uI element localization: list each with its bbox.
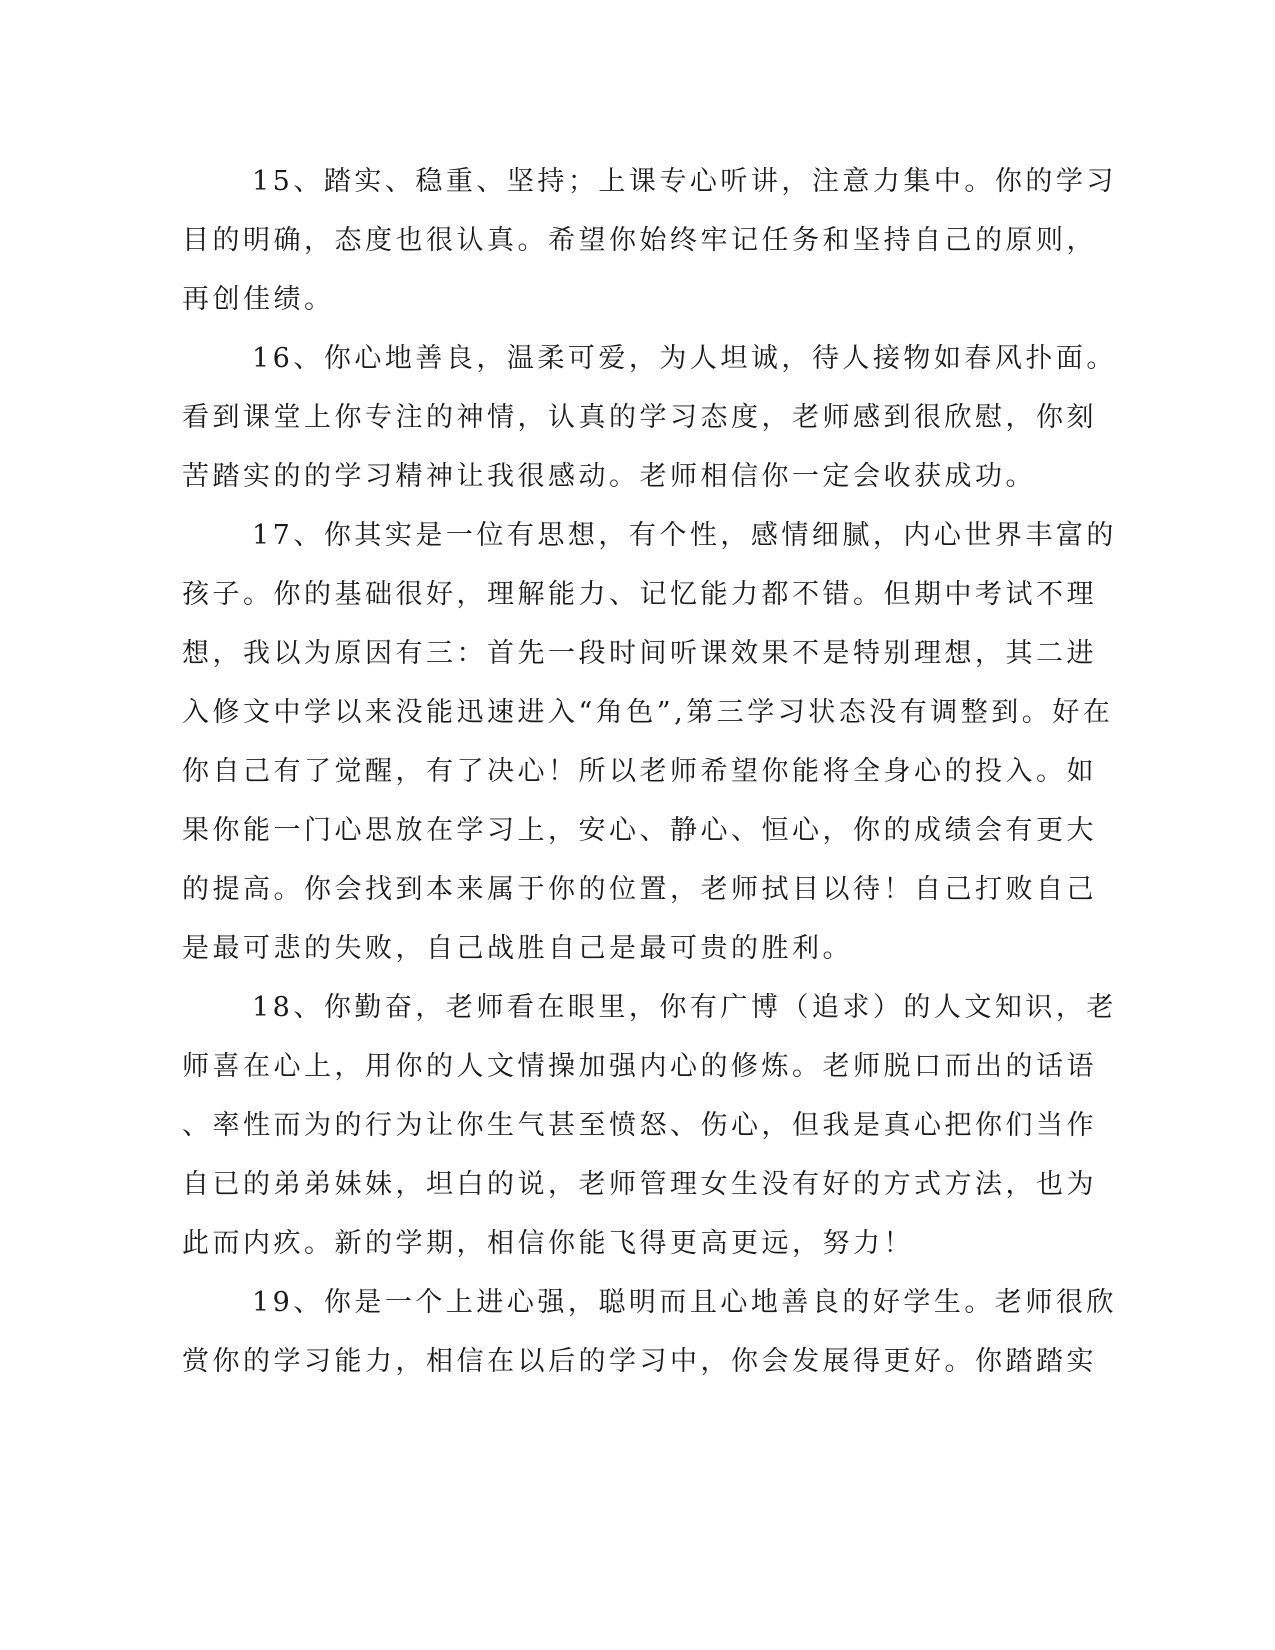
paragraph-line: 15、踏实、稳重、坚持；上课专心听讲，注意力集中。你的学习: [252, 166, 1117, 197]
paragraph-line: 苦踏实的的学习精神让我很感动。老师相信你一定会收获成功。: [182, 461, 1036, 492]
paragraph-line: 师喜在心上，用你的人文情操加强内心的修炼。老师脱口而出的话语: [182, 1051, 1097, 1082]
paragraph-line: 的提高。你会找到本来属于你的位置，老师拭目以待！自己打败自己: [182, 874, 1097, 905]
paragraph-16: [182, 329, 1117, 506]
paragraph-15: [182, 152, 1117, 329]
paragraph-line: 17、你其实是一位有思想，有个性，感情细腻，内心世界丰富的: [252, 520, 1117, 551]
paragraph-line: 目的明确，态度也很认真。希望你始终牢记任务和坚持自己的原则，: [182, 225, 1097, 256]
paragraph-line: 孩子。你的基础很好，理解能力、记忆能力都不错。但期中考试不理: [182, 579, 1097, 610]
paragraph-line: 你自己有了觉醒，有了决心！所以老师希望你能将全身心的投入。如: [182, 756, 1097, 787]
paragraph-line: 此而内疚。新的学期，相信你能飞得更高更远，努力！: [182, 1228, 914, 1259]
paragraph-19: [182, 1273, 1117, 1391]
paragraph-17: [182, 506, 1117, 978]
paragraph-line: 16、你心地善良，温柔可爱，为人坦诚，待人接物如春风扑面。: [252, 343, 1117, 374]
paragraph-line: 再创佳绩。: [182, 284, 335, 315]
paragraph-line: 看到课堂上你专注的神情，认真的学习态度，老师感到很欣慰，你刻: [182, 402, 1097, 433]
paragraph-line: 、率性而为的行为让你生气甚至愤怒、伤心，但我是真心把你们当作: [182, 1110, 1097, 1141]
paragraph-line: 19、你是一个上进心强，聪明而且心地善良的好学生。老师很欣: [252, 1287, 1117, 1318]
paragraph-line: 果你能一门心思放在学习上，安心、静心、恒心，你的成绩会有更大: [182, 815, 1097, 846]
paragraph-line: 想，我以为原因有三：首先一段时间听课效果不是特别理想，其二进: [182, 638, 1097, 669]
paragraph-line: 18、你勤奋，老师看在眼里，你有广博（追求）的人文知识，老: [252, 992, 1117, 1023]
document-body: [182, 152, 1117, 1391]
paragraph-line: 入修文中学以来没能迅速进入“角色”,第三学习状态没有调整到。好在: [182, 697, 1114, 728]
paragraph-line: 是最可悲的失败，自己战胜自己是最可贵的胜利。: [182, 933, 853, 964]
paragraph-18: [182, 978, 1117, 1273]
paragraph-line: 赏你的学习能力，相信在以后的学习中，你会发展得更好。你踏踏实: [182, 1346, 1097, 1377]
paragraph-line: 自已的弟弟妹妹，坦白的说，老师管理女生没有好的方式方法，也为: [182, 1169, 1097, 1200]
